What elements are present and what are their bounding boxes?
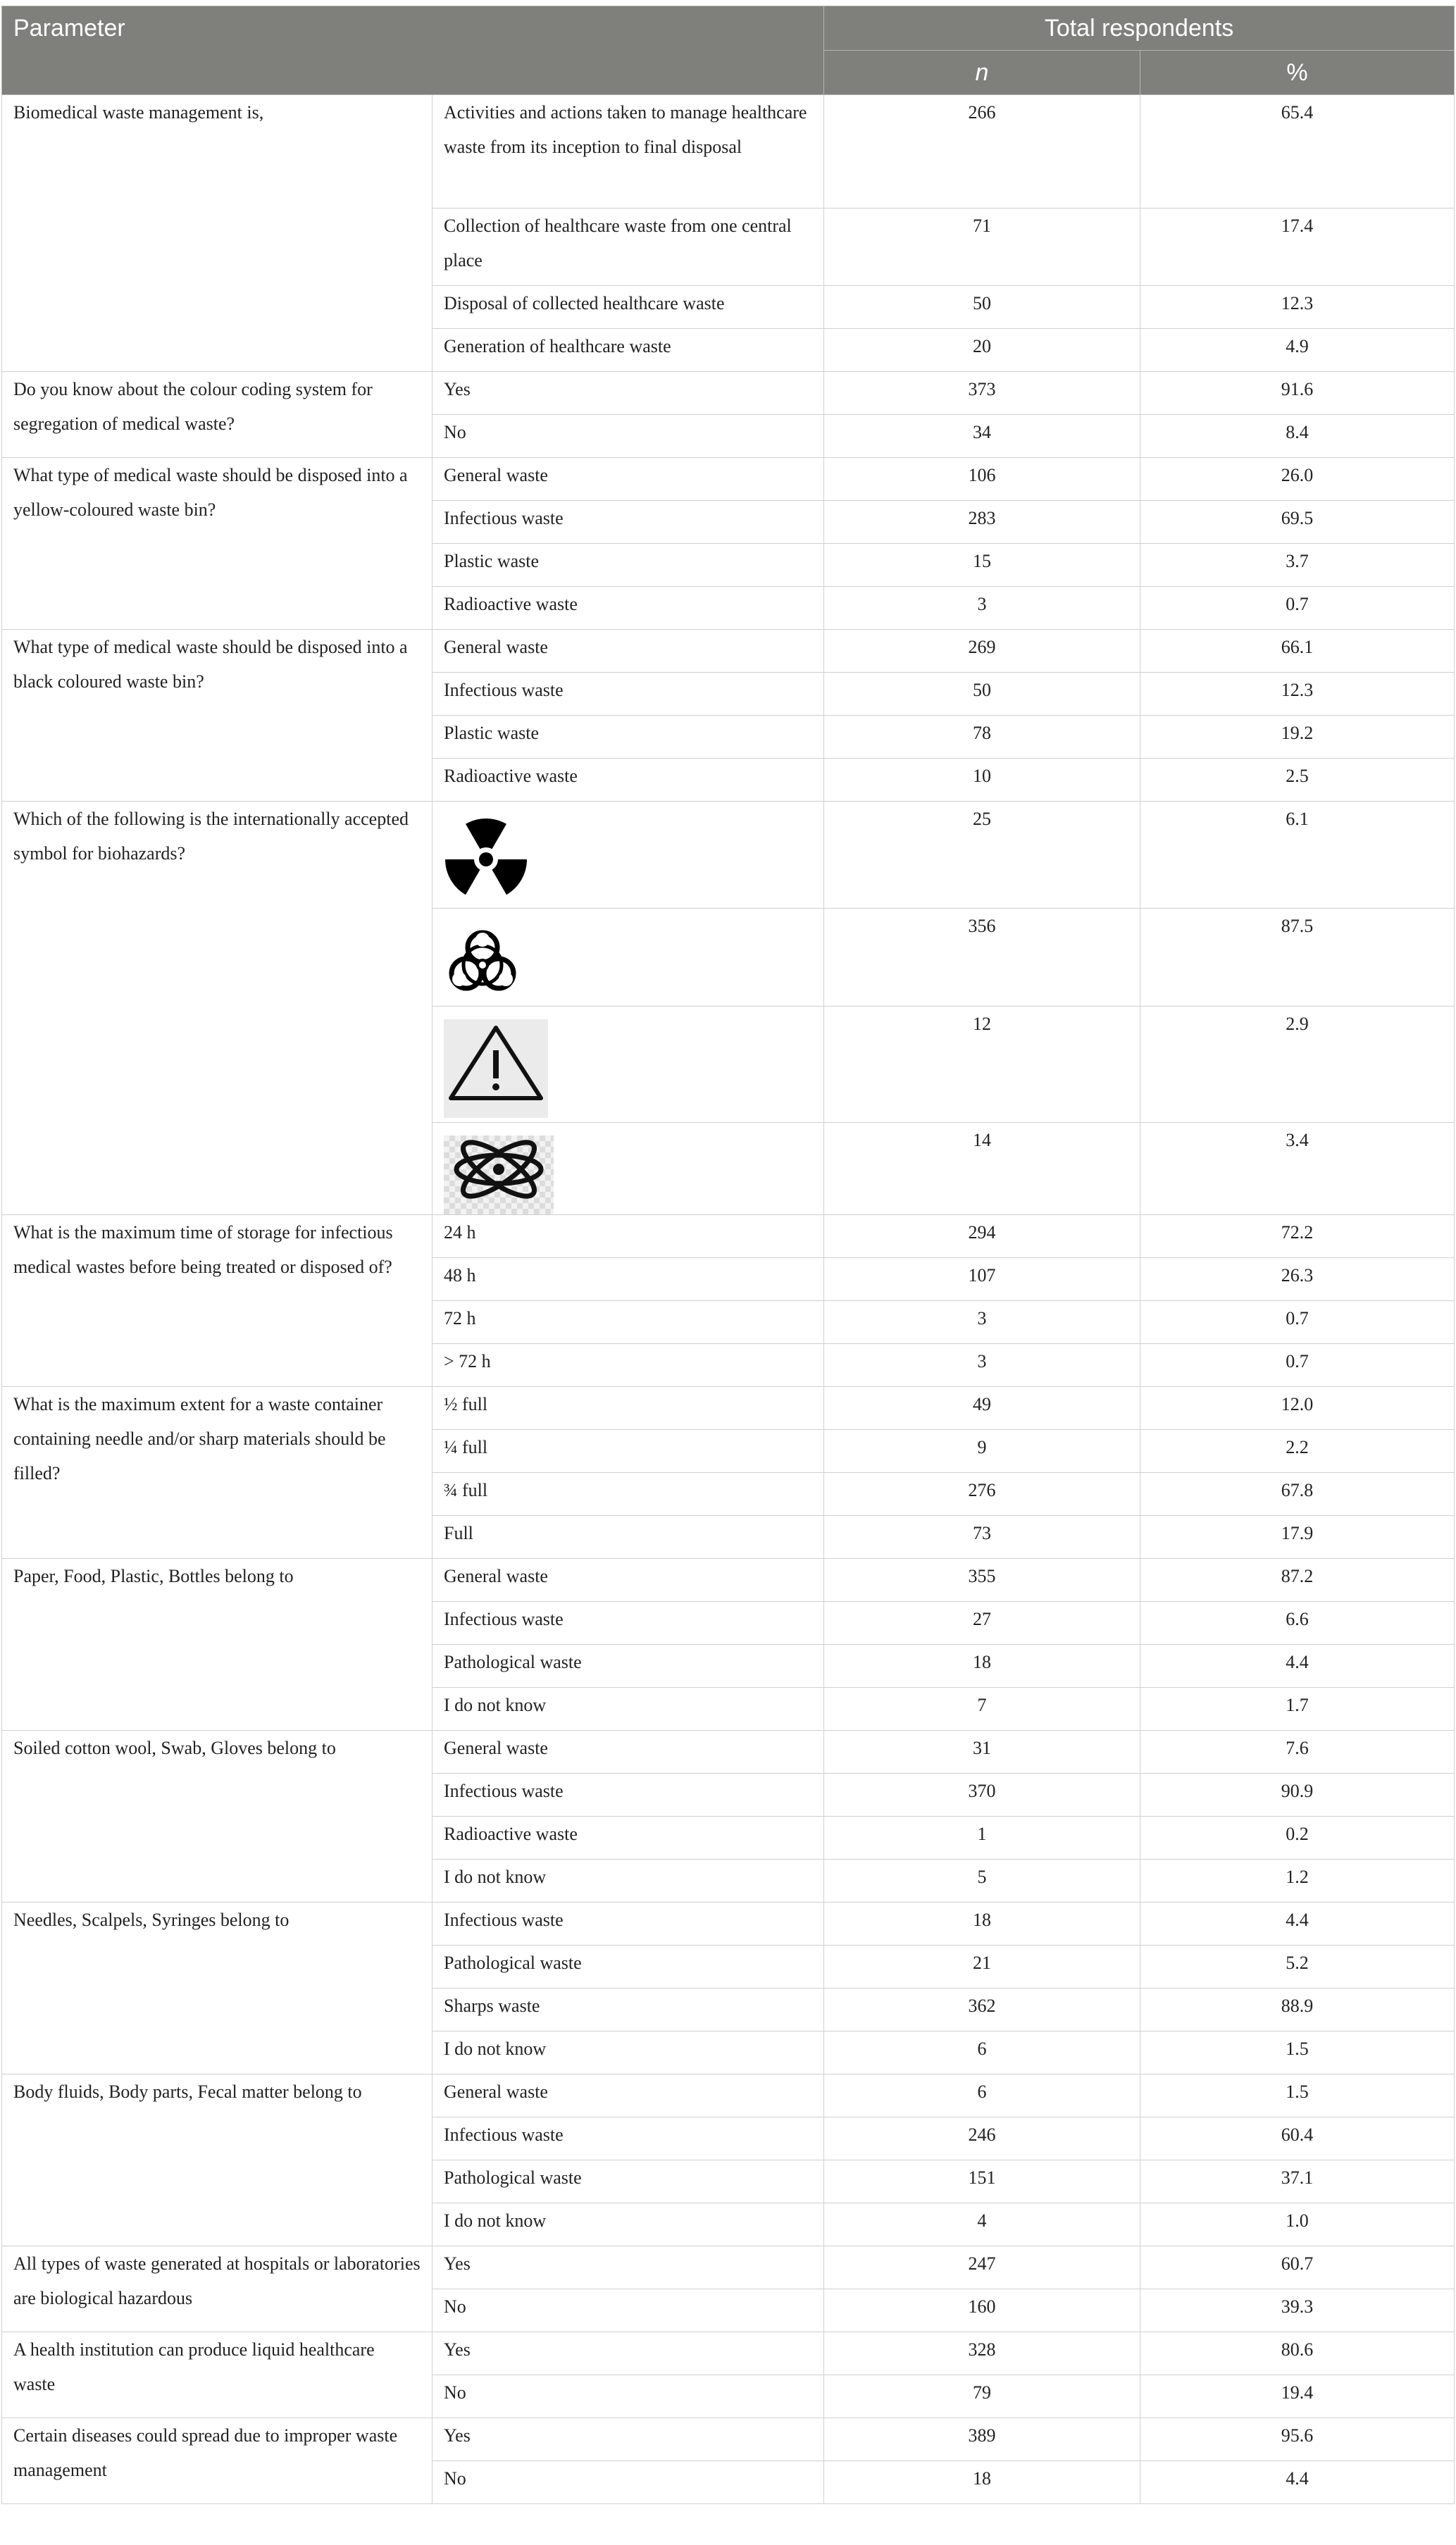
percent-cell: 7.6: [1140, 1731, 1455, 1774]
answer-cell: I do not know: [433, 2031, 824, 2074]
answer-cell: [433, 1123, 824, 1215]
count-cell: 6: [824, 2074, 1140, 2117]
count-cell: 50: [824, 673, 1140, 716]
percent-cell: 0.7: [1140, 587, 1455, 630]
percent-cell: 1.5: [1140, 2031, 1455, 2074]
percent-cell: 17.4: [1140, 209, 1455, 286]
percent-cell: 6.1: [1140, 802, 1455, 909]
count-cell: 18: [824, 2461, 1140, 2504]
answer-cell: Yes: [433, 2332, 824, 2375]
count-cell: 355: [824, 1559, 1140, 1602]
percent-cell: 67.8: [1140, 1473, 1455, 1516]
answer-cell: ¼ full: [433, 1430, 824, 1473]
question-cell: All types of waste generated at hospitals or laboratories are biological hazardous: [2, 2246, 433, 2332]
percent-cell: 2.9: [1140, 1007, 1455, 1123]
table-row: [2, 372, 1455, 415]
percent-cell: 0.7: [1140, 1344, 1455, 1387]
answer-cell: No: [433, 2461, 824, 2504]
answer-cell: General waste: [433, 2074, 824, 2117]
percent-cell: 12.3: [1140, 673, 1455, 716]
table-row: [2, 1559, 1455, 1602]
count-cell: 276: [824, 1473, 1140, 1516]
answer-cell: No: [433, 415, 824, 458]
answer-cell: Sharps waste: [433, 1989, 824, 2031]
count-cell: 151: [824, 2160, 1140, 2203]
question-cell: What type of medical waste should be disposed into a black coloured waste bin?: [2, 630, 433, 802]
percent-cell: 88.9: [1140, 1989, 1455, 2031]
count-cell: 1: [824, 1817, 1140, 1860]
count-cell: 21: [824, 1946, 1140, 1989]
percent-cell: 87.5: [1140, 909, 1455, 1007]
question-cell: Which of the following is the internationally accepted symbol for biohazards?: [2, 802, 433, 1215]
total-respondents-header: Total respondents: [824, 6, 1455, 51]
percent-cell: 26.3: [1140, 1258, 1455, 1301]
count-cell: 79: [824, 2375, 1140, 2418]
question-cell: A health institution can produce liquid healthcare waste: [2, 2332, 433, 2418]
count-cell: 4: [824, 2203, 1140, 2246]
count-cell: 107: [824, 1258, 1140, 1301]
answer-cell: 48 h: [433, 1258, 824, 1301]
warning-sign-tile: [444, 1019, 548, 1118]
n-header: n: [824, 51, 1140, 95]
count-cell: 73: [824, 1516, 1140, 1559]
count-cell: 247: [824, 2246, 1140, 2289]
answer-cell: Infectious waste: [433, 1774, 824, 1817]
radiation-trefoil-icon: [444, 817, 528, 902]
count-cell: 34: [824, 415, 1140, 458]
answer-cell: Disposal of collected healthcare waste: [433, 286, 824, 329]
answer-cell: No: [433, 2289, 824, 2332]
answer-cell: No: [433, 2375, 824, 2418]
warning-triangle-icon: [444, 1019, 548, 1107]
answer-cell: Infectious waste: [433, 673, 824, 716]
question-cell: What is the maximum extent for a waste container containing needle and/or sharp materials should be filled?: [2, 1387, 433, 1559]
answer-cell: [433, 1007, 824, 1123]
answer-cell: Infectious waste: [433, 2117, 824, 2160]
answer-cell: Collection of healthcare waste from one central place: [433, 209, 824, 286]
percent-cell: 0.7: [1140, 1301, 1455, 1344]
count-cell: 18: [824, 1903, 1140, 1946]
answer-cell: > 72 h: [433, 1344, 824, 1387]
answer-cell: [433, 909, 824, 1007]
percent-cell: 4.4: [1140, 1645, 1455, 1688]
answer-cell: Pathological waste: [433, 1645, 824, 1688]
answer-cell: Infectious waste: [433, 1602, 824, 1645]
answer-cell: Full: [433, 1516, 824, 1559]
answer-cell: Radioactive waste: [433, 587, 824, 630]
count-cell: 3: [824, 587, 1140, 630]
count-cell: 7: [824, 1688, 1140, 1731]
table-row: [2, 2418, 1455, 2461]
count-cell: 362: [824, 1989, 1140, 2031]
percent-cell: 91.6: [1140, 372, 1455, 415]
answer-cell: I do not know: [433, 2203, 824, 2246]
answer-cell: Generation of healthcare waste: [433, 329, 824, 372]
question-cell: What type of medical waste should be disposed into a yellow-coloured waste bin?: [2, 458, 433, 630]
percent-cell: 3.4: [1140, 1123, 1455, 1215]
count-cell: 373: [824, 372, 1140, 415]
percent-cell: 4.9: [1140, 329, 1455, 372]
count-cell: 25: [824, 802, 1140, 909]
count-cell: 356: [824, 909, 1140, 1007]
question-cell: Certain diseases could spread due to improper waste management: [2, 2418, 433, 2504]
percent-cell: 19.2: [1140, 716, 1455, 759]
answer-cell: General waste: [433, 630, 824, 673]
percent-cell: 4.4: [1140, 2461, 1455, 2504]
percent-cell: 12.0: [1140, 1387, 1455, 1430]
table-row: [2, 2074, 1455, 2117]
answer-cell: 72 h: [433, 1301, 824, 1344]
table-row: [2, 1903, 1455, 1946]
percent-cell: 12.3: [1140, 286, 1455, 329]
answer-cell: Activities and actions taken to manage healthcare waste from its inception to final disposal: [433, 95, 824, 209]
count-cell: 14: [824, 1123, 1140, 1215]
count-cell: 5: [824, 1860, 1140, 1903]
parameter-header: Parameter: [2, 6, 824, 95]
answer-cell: Pathological waste: [433, 1946, 824, 1989]
answer-cell: Plastic waste: [433, 544, 824, 587]
answer-cell: 24 h: [433, 1215, 824, 1258]
percent-cell: 60.4: [1140, 2117, 1455, 2160]
answer-cell: Radioactive waste: [433, 1817, 824, 1860]
answer-cell: Yes: [433, 2246, 824, 2289]
count-cell: 246: [824, 2117, 1140, 2160]
table-row: [2, 1215, 1455, 1258]
table-header: [2, 6, 1455, 95]
percent-cell: 72.2: [1140, 1215, 1455, 1258]
answer-cell: [433, 802, 824, 909]
table-row: [2, 95, 1455, 209]
answer-cell: Plastic waste: [433, 716, 824, 759]
question-cell: Paper, Food, Plastic, Bottles belong to: [2, 1559, 433, 1731]
count-cell: 160: [824, 2289, 1140, 2332]
percent-cell: 95.6: [1140, 2418, 1455, 2461]
answer-cell: Pathological waste: [433, 2160, 824, 2203]
percent-cell: 8.4: [1140, 415, 1455, 458]
count-cell: 78: [824, 716, 1140, 759]
percent-cell: 65.4: [1140, 95, 1455, 209]
answer-cell: Yes: [433, 372, 824, 415]
percent-cell: 90.9: [1140, 1774, 1455, 1817]
percent-cell: 6.6: [1140, 1602, 1455, 1645]
count-cell: 49: [824, 1387, 1140, 1430]
percent-cell: 1.0: [1140, 2203, 1455, 2246]
percent-cell: 3.7: [1140, 544, 1455, 587]
percent-cell: 1.7: [1140, 1688, 1455, 1731]
count-cell: 15: [824, 544, 1140, 587]
count-cell: 9: [824, 1430, 1140, 1473]
count-cell: 106: [824, 458, 1140, 501]
percent-cell: 80.6: [1140, 2332, 1455, 2375]
table-row: [2, 458, 1455, 501]
count-cell: 3: [824, 1301, 1140, 1344]
percent-cell: 4.4: [1140, 1903, 1455, 1946]
answer-cell: General waste: [433, 1731, 824, 1774]
answer-cell: Infectious waste: [433, 1903, 824, 1946]
answer-cell: Yes: [433, 2418, 824, 2461]
count-cell: 10: [824, 759, 1140, 802]
answer-cell: General waste: [433, 1559, 824, 1602]
table-row: [2, 2246, 1455, 2289]
question-cell: Do you know about the colour coding system for segregation of medical waste?: [2, 372, 433, 458]
question-cell: Soiled cotton wool, Swab, Gloves belong to: [2, 1731, 433, 1903]
count-cell: 328: [824, 2332, 1140, 2375]
percent-cell: 5.2: [1140, 1946, 1455, 1989]
answer-cell: I do not know: [433, 1688, 824, 1731]
percent-cell: 37.1: [1140, 2160, 1455, 2203]
answer-cell: Infectious waste: [433, 501, 824, 544]
percent-cell: 69.5: [1140, 501, 1455, 544]
question-cell: Biomedical waste management is,: [2, 95, 433, 372]
answer-cell: I do not know: [433, 1860, 824, 1903]
answer-cell: Radioactive waste: [433, 759, 824, 802]
percent-cell: 87.2: [1140, 1559, 1455, 1602]
percent-cell: 2.2: [1140, 1430, 1455, 1473]
count-cell: 294: [824, 1215, 1140, 1258]
answer-cell: ¾ full: [433, 1473, 824, 1516]
answer-cell: General waste: [433, 458, 824, 501]
atom-tile: [444, 1135, 554, 1214]
survey-results-table: [1, 6, 1455, 2504]
table-row: [2, 2332, 1455, 2375]
atom-icon: [444, 1135, 554, 1203]
count-cell: 71: [824, 209, 1140, 286]
question-cell: Needles, Scalpels, Syringes belong to: [2, 1903, 433, 2074]
count-cell: 370: [824, 1774, 1140, 1817]
count-cell: 266: [824, 95, 1140, 209]
count-cell: 12: [824, 1007, 1140, 1123]
count-cell: 3: [824, 1344, 1140, 1387]
percent-cell: 66.1: [1140, 630, 1455, 673]
count-cell: 50: [824, 286, 1140, 329]
percent-cell: 0.2: [1140, 1817, 1455, 1860]
question-cell: What is the maximum time of storage for infectious medical wastes before being treated or disposed of?: [2, 1215, 433, 1387]
percent-cell: 19.4: [1140, 2375, 1455, 2418]
percent-cell: 1.5: [1140, 2074, 1455, 2117]
percent-cell: 60.7: [1140, 2246, 1455, 2289]
table-row: [2, 802, 1455, 909]
count-cell: 18: [824, 1645, 1140, 1688]
percent-cell: 17.9: [1140, 1516, 1455, 1559]
percent-header: %: [1140, 51, 1455, 95]
count-cell: 283: [824, 501, 1140, 544]
percent-cell: 1.2: [1140, 1860, 1455, 1903]
biohazard-icon: [444, 924, 521, 997]
count-cell: 27: [824, 1602, 1140, 1645]
percent-cell: 26.0: [1140, 458, 1455, 501]
question-cell: Body fluids, Body parts, Fecal matter belong to: [2, 2074, 433, 2246]
percent-cell: 2.5: [1140, 759, 1455, 802]
percent-cell: 39.3: [1140, 2289, 1455, 2332]
answer-cell: ½ full: [433, 1387, 824, 1430]
table-row: [2, 630, 1455, 673]
table-row: [2, 1731, 1455, 1774]
count-cell: 389: [824, 2418, 1140, 2461]
count-cell: 31: [824, 1731, 1140, 1774]
count-cell: 20: [824, 329, 1140, 372]
count-cell: 6: [824, 2031, 1140, 2074]
table-row: [2, 1387, 1455, 1430]
count-cell: 269: [824, 630, 1140, 673]
table-body: [2, 95, 1455, 2504]
